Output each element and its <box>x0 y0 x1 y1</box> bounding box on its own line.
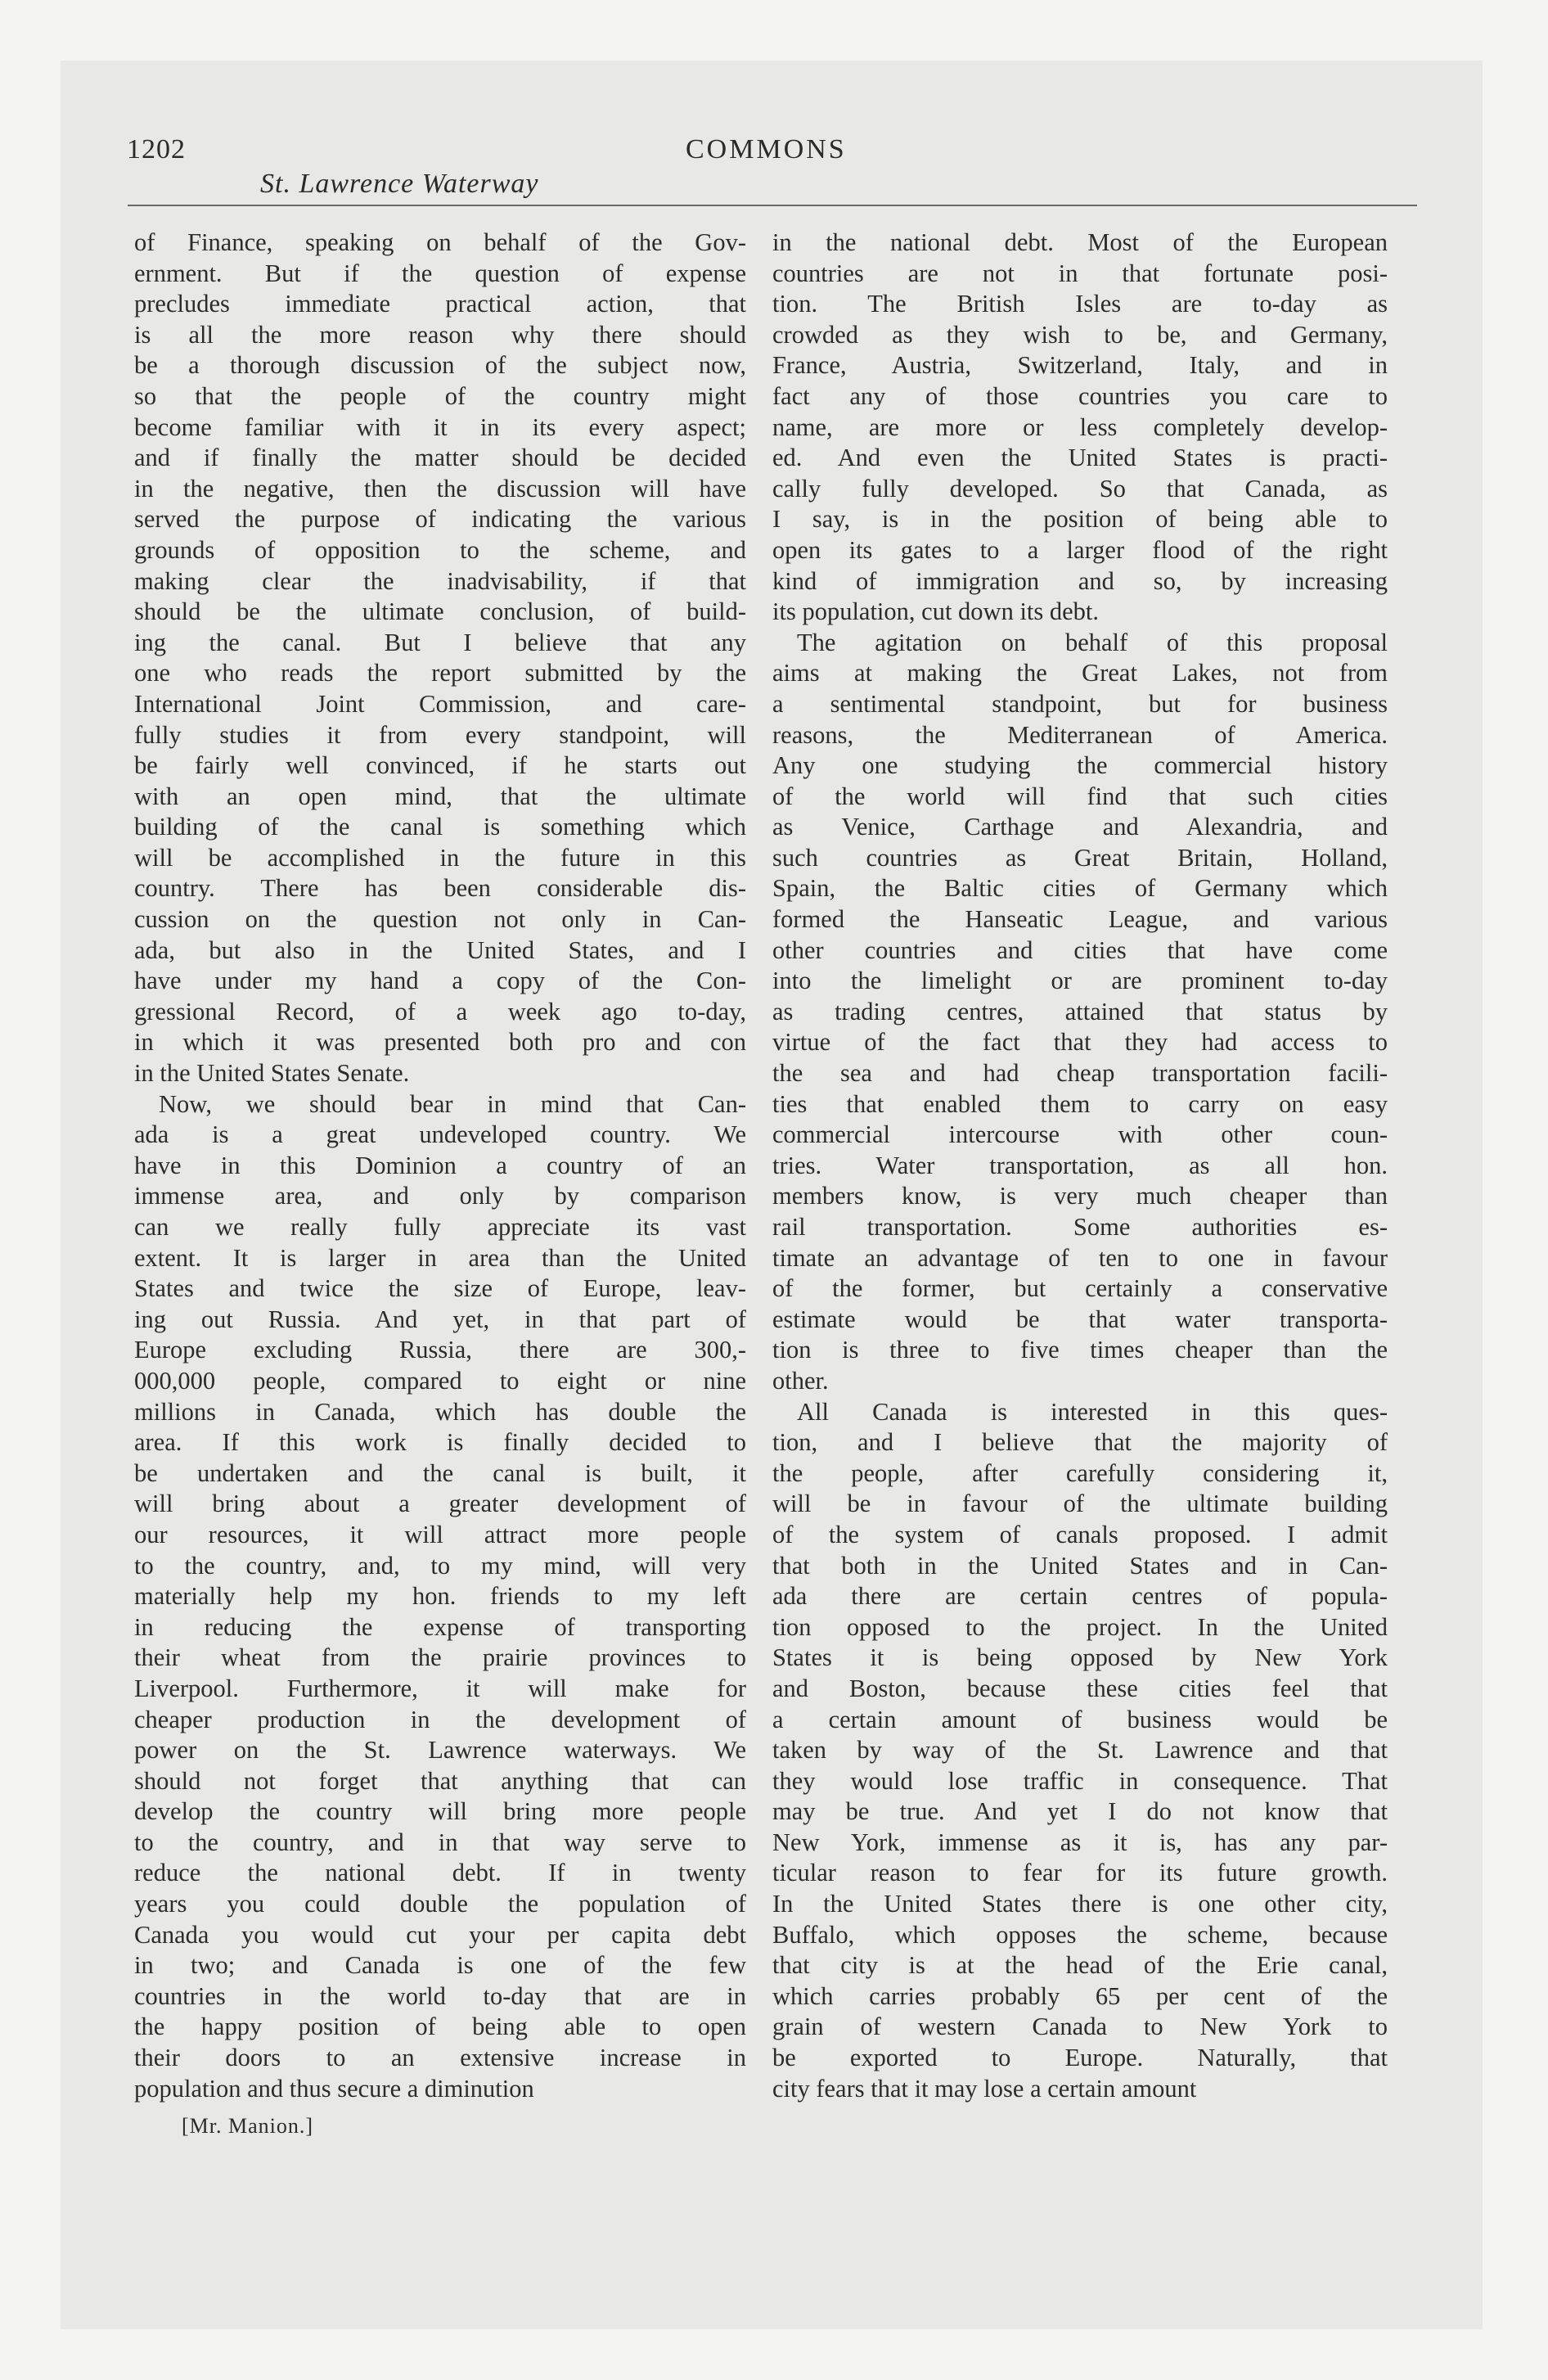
text-line: building of the canal is something which <box>134 813 746 841</box>
left-column <box>134 228 746 2104</box>
text-line: ada there are certain centres of popula- <box>772 1582 1388 1611</box>
text-line: our resources, it will attract more people <box>134 1520 746 1548</box>
text-line: rail transportation. Some authorities es- <box>772 1213 1388 1241</box>
text-line: fully studies it from every standpoint, will <box>134 720 746 749</box>
text-line: tries. Water transportation, as all hon. <box>772 1151 1388 1179</box>
text-line: Any one studying the commercial history <box>772 751 1388 780</box>
text-line: precludes immediate practical action, that <box>134 290 746 318</box>
text-line: members know, is very much cheaper than <box>772 1182 1388 1210</box>
page-header <box>0 0 1548 213</box>
right-column <box>772 228 1388 2104</box>
text-line: Buffalo, which opposes the scheme, because <box>772 1920 1388 1949</box>
text-line: power on the St. Lawrence waterways. We <box>134 1736 746 1765</box>
text-line: I say, is in the position of being able to <box>772 505 1388 534</box>
text-line: as trading centres, attained that status by <box>772 997 1388 1025</box>
text-line: countries in the world to-day that are in <box>134 1981 746 2010</box>
text-line: ed. And even the United States is practi- <box>772 444 1388 472</box>
text-line: a certain amount of business would be <box>772 1705 1388 1733</box>
text-line: Liverpool. Furthermore, it will make for <box>134 1674 746 1702</box>
text-line: Europe excluding Russia, there are 300,- <box>134 1336 746 1364</box>
text-line: in the national debt. Most of the European <box>772 228 1388 256</box>
text-line: the people, after carefully considering it, <box>772 1458 1388 1487</box>
text-line: making clear the inadvisability, if that <box>134 566 746 595</box>
text-line: be exported to Europe. Naturally, that <box>772 2044 1388 2072</box>
text-line: In the United States there is one other city, <box>772 1890 1388 1918</box>
text-line: The agitation on behalf of this proposal <box>797 628 1388 656</box>
text-line: one who reads the report submitted by the <box>134 659 746 687</box>
text-line: be fairly well convinced, if he starts out <box>134 751 746 780</box>
text-line: is all the more reason why there should <box>134 320 746 349</box>
text-line: will be in favour of the ultimate building <box>772 1490 1388 1518</box>
text-line: be a thorough discussion of the subject now, <box>134 351 746 380</box>
text-line: ada, but also in the United States, and I <box>134 935 746 964</box>
text-line: crowded as they wish to be, and Germany, <box>772 320 1388 349</box>
text-line: timate an advantage of ten to one in favour <box>772 1243 1388 1272</box>
text-line: should be the ultimate conclusion, of build- <box>134 597 746 626</box>
text-line: to the country, and, to my mind, will very <box>134 1551 746 1580</box>
text-line: as Venice, Carthage and Alexandria, and <box>772 813 1388 841</box>
text-line: estimate would be that water transporta- <box>772 1305 1388 1333</box>
text-line: commercial intercourse with other coun- <box>772 1120 1388 1149</box>
text-line: the sea and had cheap transportation facili- <box>772 1059 1388 1088</box>
text-line: with an open mind, that the ultimate <box>134 782 746 810</box>
text-line: grain of western Canada to New York to <box>772 2013 1388 2041</box>
text-line: their doors to an extensive increase in <box>134 2044 746 2072</box>
text-line: ada is a great undeveloped country. We <box>134 1120 746 1149</box>
header-rule <box>128 205 1417 206</box>
text-line: other countries and cities that have come <box>772 935 1388 964</box>
text-line: in which it was presented both pro and con <box>134 1028 746 1057</box>
text-line: population and thus secure a diminution <box>134 2074 534 2103</box>
text-line: All Canada is interested in this ques- <box>797 1397 1388 1426</box>
text-line: France, Austria, Switzerland, Italy, and in <box>772 351 1388 380</box>
text-line: fact any of those countries you care to <box>772 381 1388 410</box>
text-line: such countries as Great Britain, Holland, <box>772 843 1388 872</box>
page-number: 1202 <box>127 134 186 165</box>
text-line: millions in Canada, which has double the <box>134 1397 746 1426</box>
text-line: gressional Record, of a week ago to-day, <box>134 997 746 1025</box>
text-line: develop the country will bring more people <box>134 1797 746 1826</box>
text-line: to the country, and in that way serve to <box>134 1828 746 1856</box>
text-line: will bring about a greater development of <box>134 1490 746 1518</box>
text-line: have in this Dominion a country of an <box>134 1151 746 1179</box>
text-line: taken by way of the St. Lawrence and that <box>772 1736 1388 1765</box>
text-line: can we really fully appreciate its vast <box>134 1213 746 1241</box>
text-line: tion is three to five times cheaper than the <box>772 1336 1388 1364</box>
text-line: their wheat from the prairie provinces to <box>134 1643 746 1672</box>
text-line: name, are more or less completely develop- <box>772 412 1388 441</box>
text-line: cally fully developed. So that Canada, as <box>772 474 1388 503</box>
text-line: kind of immigration and so, by increasing <box>772 566 1388 595</box>
text-line: New York, immense as it is, has any par- <box>772 1828 1388 1856</box>
text-line: which carries probably 65 per cent of the <box>772 1981 1388 2010</box>
text-line: reasons, the Mediterranean of America. <box>772 720 1388 749</box>
text-line: of the world will find that such cities <box>772 782 1388 810</box>
text-line: may be true. And yet I do not know that <box>772 1797 1388 1826</box>
section-title: St. Lawrence Waterway <box>260 169 539 199</box>
text-line: ing the canal. But I believe that any <box>134 628 746 656</box>
running-head: COMMONS <box>686 134 847 165</box>
text-line: cheaper production in the development of <box>134 1705 746 1733</box>
text-line: reduce the national debt. If in twenty <box>134 1859 746 1887</box>
text-line: a sentimental standpoint, but for business <box>772 689 1388 718</box>
text-line: and if finally the matter should be decided <box>134 444 746 472</box>
text-line: of Finance, speaking on behalf of the Gov- <box>134 228 746 256</box>
text-line: States it is being opposed by New York <box>772 1643 1388 1672</box>
text-line: Spain, the Baltic cities of Germany which <box>772 874 1388 903</box>
text-line: in the United States Senate. <box>134 1059 410 1088</box>
text-line: immense area, and only by comparison <box>134 1182 746 1210</box>
text-line: area. If this work is finally decided to <box>134 1428 746 1457</box>
text-line: ing out Russia. And yet, in that part of <box>134 1305 746 1333</box>
text-line: ernment. But if the question of expense <box>134 259 746 287</box>
text-line: tion, and I believe that the majority of <box>772 1428 1388 1457</box>
text-line: extent. It is larger in area than the United <box>134 1243 746 1272</box>
text-line: ticular reason to fear for its future growth. <box>772 1859 1388 1887</box>
text-line: served the purpose of indicating the various <box>134 505 746 534</box>
text-line: become familiar with it in its every aspect; <box>134 412 746 441</box>
text-line: aims at making the Great Lakes, not from <box>772 659 1388 687</box>
text-line: of the system of canals proposed. I admit <box>772 1520 1388 1548</box>
text-line: International Joint Commission, and care- <box>134 689 746 718</box>
text-line: 000,000 people, compared to eight or nine <box>134 1366 746 1395</box>
text-line: into the limelight or are prominent to-day <box>772 967 1388 995</box>
text-line: in two; and Canada is one of the few <box>134 1951 746 1980</box>
text-line: that both in the United States and in Can- <box>772 1551 1388 1580</box>
text-line: the happy position of being able to open <box>134 2013 746 2041</box>
text-line: they would lose traffic in consequence. That <box>772 1766 1388 1795</box>
text-line: in reducing the expense of transporting <box>134 1612 746 1641</box>
text-line: will be accomplished in the future in this <box>134 843 746 872</box>
text-line: materially help my hon. friends to my left <box>134 1582 746 1611</box>
text-line: open its gates to a larger flood of the right <box>772 535 1388 564</box>
text-line: city fears that it may lose a certain amount <box>772 2074 1197 2103</box>
text-line: Now, we should bear in mind that Can- <box>159 1089 746 1118</box>
text-line: years you could double the population of <box>134 1890 746 1918</box>
text-line: tion opposed to the project. In the United <box>772 1612 1388 1641</box>
text-line: so that the people of the country might <box>134 381 746 410</box>
text-line: cussion on the question not only in Can- <box>134 905 746 934</box>
text-line: ties that enabled them to carry on easy <box>772 1089 1388 1118</box>
text-line: Canada you would cut your per capita debt <box>134 1920 746 1949</box>
text-line: of the former, but certainly a conservative <box>772 1274 1388 1303</box>
text-line: States and twice the size of Europe, leav- <box>134 1274 746 1303</box>
text-line: that city is at the head of the Erie canal, <box>772 1951 1388 1980</box>
text-line: in the negative, then the discussion will have <box>134 474 746 503</box>
speaker-note: [Mr. Manion.] <box>182 2114 314 2138</box>
text-line: virtue of the fact that they had access to <box>772 1028 1388 1057</box>
text-line: be undertaken and the canal is built, it <box>134 1458 746 1487</box>
text-line: country. There has been considerable dis- <box>134 874 746 903</box>
text-line: its population, cut down its debt. <box>772 597 1100 626</box>
text-line: should not forget that anything that can <box>134 1766 746 1795</box>
text-line: have under my hand a copy of the Con- <box>134 967 746 995</box>
text-line: other. <box>772 1366 829 1395</box>
text-line: tion. The British Isles are to-day as <box>772 290 1388 318</box>
text-line: countries are not in that fortunate posi- <box>772 259 1388 287</box>
text-line: formed the Hanseatic League, and various <box>772 905 1388 934</box>
text-line: grounds of opposition to the scheme, and <box>134 535 746 564</box>
text-line: and Boston, because these cities feel that <box>772 1674 1388 1702</box>
